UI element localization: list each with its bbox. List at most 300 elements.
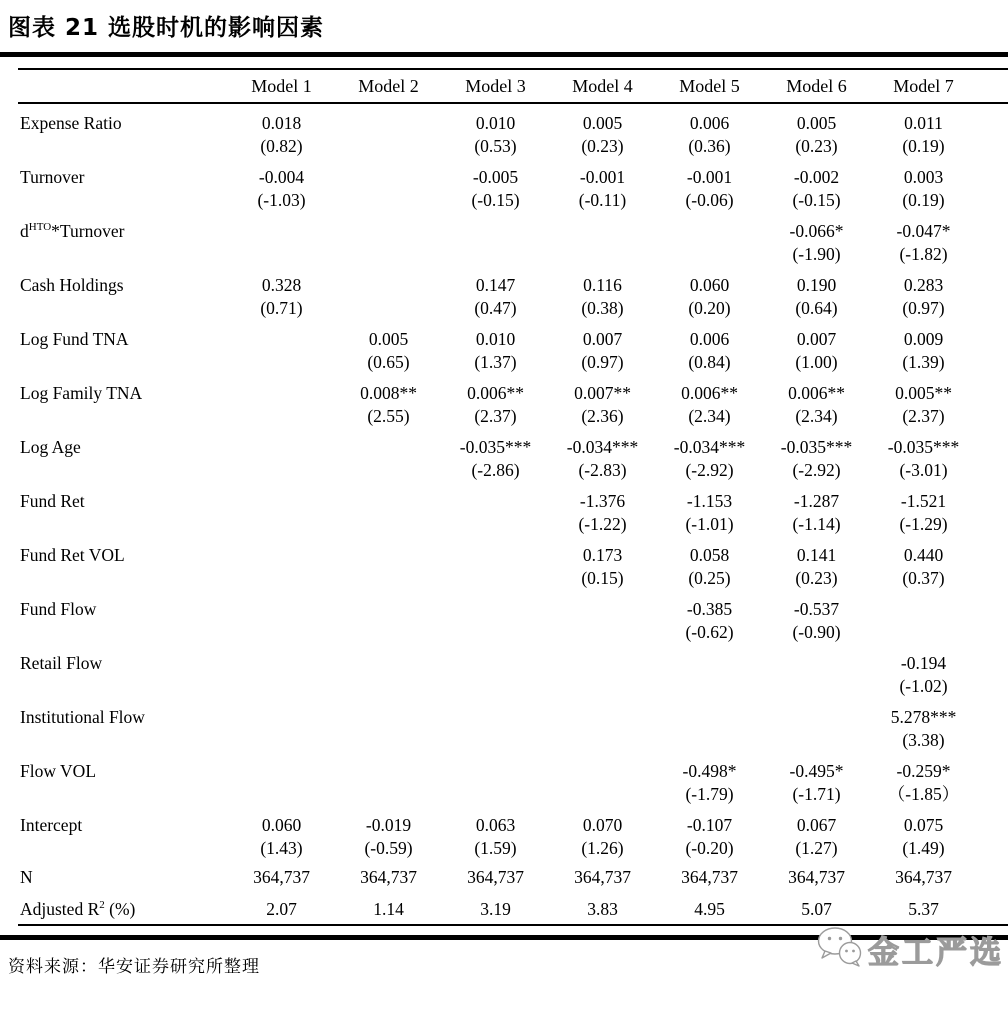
tstat-cell: [763, 675, 870, 698]
row-label-empty: [18, 567, 228, 590]
coef-cell: [442, 536, 549, 567]
spacer-cell: [977, 806, 1008, 837]
row-label-empty: [18, 675, 228, 698]
spacer-cell: [977, 675, 1008, 698]
tstat-cell: (-1.71): [792, 784, 841, 804]
tstat-cell: (-0.20): [685, 838, 734, 858]
table-row: [18, 513, 1008, 536]
coef-cell: -0.107: [686, 815, 733, 835]
row-label-empty: [18, 837, 228, 860]
table-row: [18, 212, 1008, 243]
coef-cell: 0.067: [796, 815, 837, 835]
coef-cell: 0.063: [475, 815, 516, 835]
tstat-cell: (-0.90): [792, 622, 841, 642]
coef-cell: [442, 482, 549, 513]
table-row: [18, 752, 1008, 783]
source-note: 资料来源：华安证券研究所整理: [8, 957, 260, 976]
coef-cell: 364,737: [574, 867, 631, 887]
coef-cell: 0.010: [475, 329, 516, 349]
coef-cell: [335, 158, 442, 189]
spacer-cell: [977, 837, 1008, 860]
coef-cell: -1.287: [793, 491, 840, 511]
spacer-cell: [977, 536, 1008, 567]
tstat-cell: [549, 675, 656, 698]
coef-cell: 364,737: [895, 867, 952, 887]
tstat-cell: (2.36): [581, 406, 624, 426]
coef-cell: [656, 698, 763, 729]
spacer-cell: [977, 158, 1008, 189]
coef-cell: -0.537: [793, 599, 840, 619]
tstat-cell: [335, 783, 442, 806]
tstat-cell: (3.38): [902, 730, 945, 750]
coef-cell: 0.440: [903, 545, 944, 565]
coef-cell: 364,737: [467, 867, 524, 887]
tstat-cell: (-0.15): [792, 190, 841, 210]
tstat-cell: [549, 243, 656, 266]
coef-cell: [228, 590, 335, 621]
spacer-cell: [977, 513, 1008, 536]
row-label: Institutional Flow: [20, 707, 145, 727]
table-row: [18, 297, 1008, 320]
row-label: N: [20, 867, 33, 887]
coef-cell: [442, 644, 549, 675]
column-header-model6: Model 6: [763, 69, 870, 103]
coef-cell: -0.385: [686, 599, 733, 619]
coef-cell: [442, 698, 549, 729]
tstat-cell: [228, 729, 335, 752]
tstat-cell: (1.37): [474, 352, 517, 372]
coef-cell: 0.007: [582, 329, 623, 349]
coef-cell: -0.001: [579, 167, 626, 187]
coef-cell: [335, 536, 442, 567]
coef-cell: -0.001: [686, 167, 733, 187]
spacer-cell: [977, 892, 1008, 925]
spacer-cell: [977, 320, 1008, 351]
tstat-cell: [335, 729, 442, 752]
tstat-cell: [228, 621, 335, 644]
coef-cell: 0.116: [583, 275, 622, 295]
tstat-cell: [335, 135, 442, 158]
tstat-cell: [656, 675, 763, 698]
coef-cell: 0.005: [796, 113, 837, 133]
table-row: [18, 621, 1008, 644]
tstat-cell: (0.23): [795, 568, 838, 588]
coef-cell: 0.005: [368, 329, 409, 349]
watermark-logo: [815, 925, 1004, 974]
coef-cell: 0.010: [475, 113, 516, 133]
tstat-cell: (-1.22): [578, 514, 627, 534]
coef-cell: 3.83: [587, 899, 618, 919]
tstat-cell: (-2.83): [578, 460, 627, 480]
table-row: [18, 892, 1008, 925]
coef-cell: 0.060: [261, 815, 302, 835]
coef-cell: 0.070: [582, 815, 623, 835]
tstat-cell: (-2.92): [685, 460, 734, 480]
column-header-model3: Model 3: [442, 69, 549, 103]
tstat-cell: (1.43): [260, 838, 303, 858]
coef-cell: [549, 644, 656, 675]
tstat-cell: (-0.62): [685, 622, 734, 642]
row-label-empty: [18, 243, 228, 266]
regression-table: [18, 68, 1008, 926]
tstat-cell: (-2.92): [792, 460, 841, 480]
table-row: [18, 860, 1008, 892]
spacer-cell: [977, 103, 1008, 135]
coef-cell: [656, 212, 763, 243]
spacer-cell: [977, 783, 1008, 806]
coef-cell: [549, 212, 656, 243]
spacer-cell: [977, 297, 1008, 320]
coef-cell: [228, 752, 335, 783]
tstat-cell: (0.36): [688, 136, 731, 156]
coef-cell: -0.005: [472, 167, 519, 187]
coef-cell: 0.005: [582, 113, 623, 133]
tstat-cell: [335, 189, 442, 212]
tstat-cell: [228, 459, 335, 482]
tstat-cell: (0.25): [688, 568, 731, 588]
tstat-cell: (-1.03): [257, 190, 306, 210]
table-row: [18, 405, 1008, 428]
tstat-cell: [442, 513, 549, 536]
table-row: [18, 806, 1008, 837]
tstat-cell: （-1.85）: [887, 784, 960, 804]
coef-cell: 0.147: [475, 275, 516, 295]
tstat-cell: (0.82): [260, 136, 303, 156]
spacer-cell: [977, 621, 1008, 644]
row-label: Log Age: [20, 437, 81, 457]
row-label: Cash Holdings: [20, 275, 124, 295]
coef-cell: 0.003: [903, 167, 944, 187]
tstat-cell: [763, 729, 870, 752]
spacer-cell: [977, 482, 1008, 513]
tstat-cell: (0.53): [474, 136, 517, 156]
tstat-cell: (-0.11): [578, 190, 627, 210]
tstat-cell: (1.27): [795, 838, 838, 858]
row-label: Intercept: [20, 815, 83, 835]
row-label-empty: [18, 135, 228, 158]
column-header-model2: Model 2: [335, 69, 442, 103]
spacer-cell: [977, 698, 1008, 729]
spacer-cell: [977, 243, 1008, 266]
tstat-cell: (-0.06): [685, 190, 734, 210]
row-label: Retail Flow: [20, 653, 103, 673]
spacer-cell: [977, 428, 1008, 459]
page-title: 图表 21 选股时机的影响因素: [8, 15, 325, 41]
tstat-cell: (2.37): [474, 406, 517, 426]
coef-cell: [228, 320, 335, 351]
table-row: [18, 567, 1008, 590]
coef-cell: [335, 212, 442, 243]
wechat-icon: [815, 925, 867, 974]
table-row: [18, 428, 1008, 459]
coef-cell: -0.034***: [566, 437, 639, 457]
row-label: Expense Ratio: [20, 113, 122, 133]
tstat-cell: (2.34): [688, 406, 731, 426]
spacer-cell: [977, 860, 1008, 892]
tstat-cell: (1.59): [474, 838, 517, 858]
tstat-cell: [442, 783, 549, 806]
spacer-cell: [977, 405, 1008, 428]
coef-cell: 0.173: [582, 545, 623, 565]
table-row: [18, 783, 1008, 806]
coef-cell: 0.058: [689, 545, 730, 565]
table-row: [18, 243, 1008, 266]
tstat-cell: (0.64): [795, 298, 838, 318]
coef-cell: [549, 698, 656, 729]
tstat-cell: (-3.01): [899, 460, 948, 480]
tstat-cell: (1.00): [795, 352, 838, 372]
tstat-cell: (0.65): [367, 352, 410, 372]
coef-cell: 0.011: [904, 113, 943, 133]
coef-cell: [656, 644, 763, 675]
title-rule: [0, 52, 1008, 57]
coef-cell: -0.002: [793, 167, 840, 187]
tstat-cell: [335, 621, 442, 644]
coef-cell: [442, 212, 549, 243]
tstat-cell: (0.15): [581, 568, 624, 588]
coef-cell: [763, 698, 870, 729]
coef-cell: 0.008**: [360, 383, 417, 403]
coef-cell: [335, 752, 442, 783]
spacer-cell: [977, 752, 1008, 783]
coef-cell: -0.495*: [789, 761, 844, 781]
spacer-cell: [977, 459, 1008, 482]
row-label-empty: [18, 405, 228, 428]
coef-cell: 364,737: [788, 867, 845, 887]
coef-cell: -0.004: [258, 167, 305, 187]
column-header-model4: Model 4: [549, 69, 656, 103]
tstat-cell: [442, 729, 549, 752]
tstat-cell: [656, 243, 763, 266]
spacer-cell: [977, 644, 1008, 675]
tstat-cell: (-0.59): [364, 838, 413, 858]
coef-cell: [228, 374, 335, 405]
spacer-cell: [977, 266, 1008, 297]
coef-cell: [335, 644, 442, 675]
coef-cell: [335, 266, 442, 297]
row-label-empty: [18, 513, 228, 536]
table-row: [18, 103, 1008, 135]
coef-cell: 5.278***: [890, 707, 957, 727]
row-label-empty: [18, 729, 228, 752]
tstat-cell: [656, 729, 763, 752]
row-label: $d^{HTO}*Turnover$: [20, 221, 125, 241]
column-header-model1: Model 1: [228, 69, 335, 103]
row-label: Log Family TNA: [20, 383, 143, 403]
coef-cell: [228, 698, 335, 729]
coef-cell: [228, 482, 335, 513]
tstat-cell: [442, 675, 549, 698]
coef-cell: -0.498*: [682, 761, 737, 781]
coef-cell: 3.19: [480, 899, 511, 919]
coef-cell: [228, 212, 335, 243]
table-row: [18, 374, 1008, 405]
table-body: [18, 103, 1008, 925]
coef-cell: 364,737: [681, 867, 738, 887]
spacer-cell: [977, 189, 1008, 212]
tstat-cell: [335, 459, 442, 482]
coef-cell: -0.194: [900, 653, 947, 673]
coef-cell: 5.07: [801, 899, 832, 919]
tstat-cell: (-1.29): [899, 514, 948, 534]
row-label-empty: [18, 351, 228, 374]
tstat-cell: [549, 783, 656, 806]
tstat-cell: (2.34): [795, 406, 838, 426]
tstat-cell: (0.71): [260, 298, 303, 318]
coef-cell: 0.190: [796, 275, 837, 295]
tstat-cell: [335, 243, 442, 266]
column-header-model5: Model 5: [656, 69, 763, 103]
tstat-cell: (-2.86): [471, 460, 520, 480]
tstat-cell: (-1.82): [899, 244, 948, 264]
coef-cell: -0.035***: [459, 437, 532, 457]
spacer-cell: [977, 567, 1008, 590]
coef-cell: 5.37: [908, 899, 939, 919]
row-label: Flow VOL: [20, 761, 97, 781]
tstat-cell: [335, 675, 442, 698]
row-label-empty: [18, 621, 228, 644]
coef-cell: -0.035***: [887, 437, 960, 457]
coef-cell: -0.035***: [780, 437, 853, 457]
row-label: Fund Ret VOL: [20, 545, 125, 565]
tstat-cell: (0.20): [688, 298, 731, 318]
tstat-cell: (-1.01): [685, 514, 734, 534]
tstat-cell: (0.37): [902, 568, 945, 588]
coef-cell: -0.259*: [896, 761, 951, 781]
coef-cell: -0.066*: [789, 221, 844, 241]
tstat-cell: (-0.15): [471, 190, 520, 210]
coef-cell: 0.141: [796, 545, 837, 565]
coef-cell: [549, 590, 656, 621]
table-row: [18, 459, 1008, 482]
row-label-empty: [18, 297, 228, 320]
tstat-cell: (-1.79): [685, 784, 734, 804]
coef-cell: 2.07: [266, 899, 297, 919]
coef-cell: 0.075: [903, 815, 944, 835]
coef-cell: -1.153: [686, 491, 733, 511]
tstat-cell: (2.55): [367, 406, 410, 426]
column-header-model7: Model 7: [870, 69, 977, 103]
tstat-cell: [442, 567, 549, 590]
tstat-cell: (0.84): [688, 352, 731, 372]
coef-cell: [442, 590, 549, 621]
coef-cell: 0.005**: [895, 383, 952, 403]
tstat-cell: (-1.14): [792, 514, 841, 534]
row-label: Fund Flow: [20, 599, 97, 619]
row-label: Adjusted $R^2$ (%): [20, 899, 136, 919]
tstat-cell: (0.19): [902, 136, 945, 156]
coef-cell: 0.006: [689, 113, 730, 133]
coef-cell: 0.018: [261, 113, 302, 133]
tstat-cell: [228, 675, 335, 698]
tstat-cell: [335, 513, 442, 536]
tstat-cell: (0.19): [902, 190, 945, 210]
table-row: [18, 158, 1008, 189]
coef-cell: -0.047*: [896, 221, 951, 241]
tstat-cell: (0.47): [474, 298, 517, 318]
tstat-cell: (0.38): [581, 298, 624, 318]
coef-cell: 0.283: [903, 275, 944, 295]
tstat-cell: [335, 567, 442, 590]
coef-cell: [335, 698, 442, 729]
coef-cell: -0.034***: [673, 437, 746, 457]
tstat-cell: (1.49): [902, 838, 945, 858]
tstat-cell: [442, 621, 549, 644]
tstat-cell: (1.26): [581, 838, 624, 858]
coef-cell: 0.009: [903, 329, 944, 349]
coef-cell: 0.060: [689, 275, 730, 295]
spacer-cell: [977, 351, 1008, 374]
tstat-cell: [228, 243, 335, 266]
coef-cell: -0.019: [365, 815, 412, 835]
coef-cell: 0.328: [261, 275, 302, 295]
tstat-cell: [228, 405, 335, 428]
coef-cell: [228, 428, 335, 459]
row-label-empty: [18, 783, 228, 806]
table-row: [18, 590, 1008, 621]
coef-cell: 364,737: [360, 867, 417, 887]
tstat-cell: (0.97): [902, 298, 945, 318]
coef-cell: -1.521: [900, 491, 947, 511]
table-row: [18, 351, 1008, 374]
tstat-cell: (-1.02): [899, 676, 948, 696]
table-row: [18, 698, 1008, 729]
tstat-cell: [442, 243, 549, 266]
coef-cell: [763, 644, 870, 675]
table-row: [18, 482, 1008, 513]
table-row: [18, 729, 1008, 752]
spacer-cell: [977, 729, 1008, 752]
coef-cell: [335, 103, 442, 135]
tstat-cell: (0.97): [581, 352, 624, 372]
coef-cell: [335, 482, 442, 513]
coef-cell: [228, 644, 335, 675]
row-label-empty: [18, 189, 228, 212]
tstat-cell: [228, 351, 335, 374]
column-header-spacer: [977, 69, 1008, 103]
coef-cell: [870, 590, 977, 621]
tstat-cell: (1.39): [902, 352, 945, 372]
coef-cell: [335, 428, 442, 459]
spacer-cell: [977, 212, 1008, 243]
tstat-cell: [335, 297, 442, 320]
spacer-cell: [977, 590, 1008, 621]
tstat-cell: [549, 729, 656, 752]
row-label: Log Fund TNA: [20, 329, 129, 349]
tstat-cell: (2.37): [902, 406, 945, 426]
coef-cell: [228, 536, 335, 567]
spacer-cell: [977, 135, 1008, 158]
row-label: Turnover: [20, 167, 85, 187]
table-row: [18, 644, 1008, 675]
row-label: Fund Ret: [20, 491, 85, 511]
coef-cell: [442, 752, 549, 783]
tstat-cell: [228, 567, 335, 590]
coef-cell: [549, 752, 656, 783]
table-row: [18, 675, 1008, 698]
table-row: [18, 135, 1008, 158]
table-row: [18, 536, 1008, 567]
watermark-text: 金工严选: [868, 935, 1004, 971]
table-row: [18, 266, 1008, 297]
coef-cell: [335, 590, 442, 621]
column-header-blank: [18, 69, 228, 103]
table-row: [18, 189, 1008, 212]
coef-cell: -1.376: [579, 491, 626, 511]
tstat-cell: [870, 621, 977, 644]
coef-cell: 0.006**: [467, 383, 524, 403]
table-row: [18, 320, 1008, 351]
